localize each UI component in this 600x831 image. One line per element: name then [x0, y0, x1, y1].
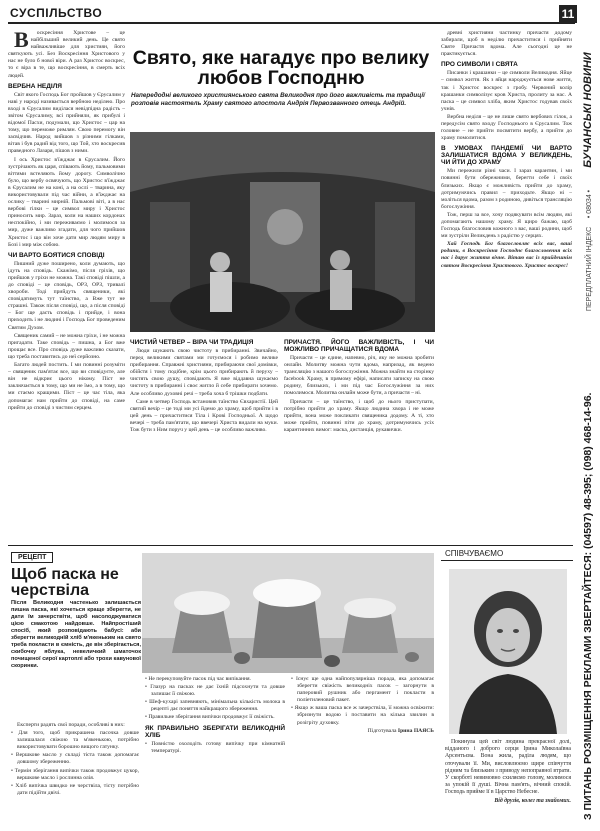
- paragraph: Тож, перш за все, хочу подякувати всім людям, які допомагають нашому храму. Я щиро бажаю, щоб Господь благословив кожного з вас, ваші родини, щоб ми зустріли Великдень з радістю у серцях.: [441, 211, 572, 240]
- recipe-tip: • Глазур на пасках не дає їхній підсохнути та довше залишає її свіжою.: [145, 684, 285, 698]
- condolence-block: [441, 547, 573, 825]
- article-column-4: [441, 30, 572, 540]
- paragraph: Вербна неділя – це не лише свято вербових гілок, а передусім свято входу Господнього в Єрусалим. Тож головне – не прийти посвятити вербу, а прийти до храму помолитися.: [441, 113, 572, 142]
- subheading-maundy-thursday: ЧИСТИЙ ЧЕТВЕР – ВІРА ЧИ ТРАДИЦІЯ: [130, 339, 254, 346]
- section-divider: [8, 545, 573, 546]
- subscription-index-label: ПЕРЕДПЛАТНИЙ ІНДЕКС: [586, 226, 593, 312]
- recipe-tip: • Термін зберігання випічки також продовжує цукор, вершкове масло і рослинна олія.: [11, 767, 139, 781]
- recipe-tip: • Повністю охолодіть готову випічку при кімнатній температурі.: [145, 740, 285, 754]
- paragraph: Люди шукають свою чистоту в прибиранні. Звичайно, перед великими святами ми готуємося і робимо велике прибирання. Справжні християни, прибираючи свої домівки, обійстя і тому подібне, крім цього прибирають й перуху – чистять свою душу, сповідають Я вже віддавна шукаємо чистоту в прибиранні і своє житло й себе прибирати хочемо. Але особливо духовні речі – треба хоча б трішки подбати.: [130, 348, 278, 397]
- recipe-tip: • Вершкове масло у складі тіста також допомагає довшому збереженню.: [11, 752, 139, 766]
- paragraph: Причастя – це таїнство, і щоб до нього приступати, потрібно прийти до храму. Якщо людина хвора і не може прийти, вона може покликати священика додому. А ті, хто може прийти, повинні піти до храму, дотримуючись усіх карантинних вимог: маска, дистанція, рукавички.: [284, 398, 434, 433]
- newspaper-brand: БУЧАНСЬКІ НОВИНИ: [582, 52, 594, 168]
- church-interior-image: [130, 132, 435, 332]
- paragraph: Світ якого Господь Бог пройшов у Єрусалим у наві у народі називається вербною неділею. Про вході в Єрусалим виділася невідпідна радість – звітом Єрусалиму, всі прийняли, як прибулі і відомої Пасхи, подумали, що Христос – цар на тому, що переможе римлян. Свою перемогу він засвідчив. Народ вийшов з різними гілками, вітав і був радий від того, що Той, хто воскресив праведного Лазаря, пішов з ними.: [8, 91, 125, 155]
- article-headline: Свято, яке нагадує про велику любов Господню: [132, 47, 430, 89]
- paragraph: Писанки і крашанки – це символи Великодня. Яйце – символ життя. Як з яйця народжується нове життя, так і Христос воскрес з гробу. Червоний колір крашанки символізує кров Христа, пролиту за нас. А паска – це символ хліба, яким Христос годував своїх учнів.: [441, 70, 572, 112]
- subheading-storage: ЯК ПРАВИЛЬНО ЗБЕРІГАТИ ВЕЛИКОДНІЙ ХЛІБ: [145, 724, 285, 739]
- page-header: [8, 4, 575, 24]
- recipe-tip: • Правильне зберігання випічки продовжує її свіжість.: [145, 714, 275, 721]
- recipe-tip: • Для того, щоб прикрашена пасочка довше залишалася свіжою та м'якенькою, потрібно використовувати борошно вищого гатунку.: [11, 730, 139, 751]
- subheading-confession: ЧИ ВАРТО БОЯТИСЯ СПОВІДІ: [8, 251, 105, 259]
- recipe-tip: • Не перекуповуйте пасок під час випікання.: [145, 676, 251, 682]
- article-column-3: [284, 336, 434, 542]
- vertical-sidebar: [576, 34, 600, 824]
- paragraph: Експерти радять свої поради, особливі в них:: [17, 722, 125, 728]
- article-column-2: [130, 336, 278, 542]
- subheading-communion: ПРИЧАСТЯ. ЙОГО ВАЖЛИВІСТЬ, І ЧИ МОЖЛИВО ПРИЧАЩАТИСЯ ВДОМА: [284, 339, 434, 353]
- paragraph: Священик самий – не можна гріхи, і не можна пригадати. Таке сповідь – пишна, а Бог вже прощає все. Про сповідь дуже важливо сказати, що треба поставитись до неї серйозно.: [8, 332, 125, 360]
- article-lead: Напередодні великого християнського свята Великодня про його важливість та традиції розповів настоятель Храму святого апостола Андрія Первозванного отець Андрій.: [131, 92, 425, 107]
- subheading-pandemic: В УМОВАХ ПАНДЕМІЇ ЧИ ВАРТО ЗАЛИШАТИСЯ ВДОМА У ВЕЛИКДЕНЬ, ЧИ ЙТИ ДО ХРАМУ: [441, 145, 572, 167]
- issue-number: • 08034 •: [586, 189, 593, 219]
- recipe-label: РЕЦЕПТ: [11, 552, 53, 563]
- condolence-signature: Від друзів, колег та знайомих.: [494, 797, 571, 804]
- paragraph: Саме в четвер Господь встановив таїнство Євхаристії. Цей святий вечір – це тоді ми усі йдемо до храму, щоб прийти і в цей день – причаститися Тіла і Крові Господньої. А щодо вечері – треба пам'ятати, що ввечері Христа видали на муки. Тож бути з Ним поруч у цей день – це особливо важливо.: [130, 398, 278, 434]
- recipe-column-2: [145, 676, 285, 826]
- portrait-photo: [449, 569, 567, 734]
- recipe-column-1: [11, 722, 139, 825]
- article-column-1: [8, 30, 125, 540]
- easter-cake-photo: [142, 553, 434, 673]
- paragraph: древні християни частинку причастя додому забирали, щоб в неділю причаститися і прийняти Святе Причастя вдома. Але сьогодні це не практикується.: [441, 30, 572, 58]
- recipe-tip: • Якщо ж ваша паска все ж зачерствіла, її можна освіжити: збризнути водою і поставити на кілька хвилин в розігріту духовку.: [291, 705, 434, 726]
- paragraph: Ми пережили різні часи. І зараз карантин, і ми повинні бути обережними, берегти себе і своїх близьких. Якщо є можливість прийти до храму, дотримуючись правил – приходьте. Якщо ні – моліться вдома, разом з родиною, дивіться трансляцію богослужіння.: [441, 168, 572, 210]
- woman-portrait-image: [449, 569, 567, 734]
- paragraph: І ось Христос в'їжджає в Єрусалим. Його зустрічають як царя, співають йому, пальмовими віттями встеляють йому дорогу. Символічно було, що вербу освячують, що Христос в'їжджає в Єрусалим не на коні, а на ослі – тварина, яку використовували під час війни, а в'їжджає на ослику – тварині мирній. Пальмові віті, а в нас вербові гілки – це символ миру і Христос приносить мир. Зараз, коли на наших кордонах неспокійно, і ми переживаємо і молимося за мир, дуже важливо згадати, для чого прийшов Христос і що він хоче дати мир людям миру в Бозі і мир між собою.: [8, 156, 125, 248]
- paragraph: Покинула цей світ людина прекрасної долі, відданого і доброго серця Ірина Миколаївна Арсентьєва. Вона жила, раділа людям, що оточували її. Ми, висловлюємо щире співчуття рідним та близьким з приводу непоправної втрати. У скорботі невимовно схиляємо голову, молимося за упокій її душі. Вічна пам'ять, вічний спокій. Господь прийме її в Царство Небесне.: [445, 739, 571, 796]
- article-intro: В оскресіння Христове – це найбільший великий день. Це свято найважливіше для християн, його святкують усі. Без Воскресіння Христового у нас не було б нової віри. А раз Христос воскрес, то є віра в те, що воскресіння, в смерть всіх людей.: [8, 30, 125, 79]
- subheading-palm-sunday: ВЕРБНА НЕДІЛЯ: [8, 82, 62, 90]
- subheading-symbols: ПРО СИМВОЛИ І СВЯТА: [441, 61, 518, 69]
- paragraph: Причастя – це єдине, напевно, річ, яку не можна зробити онлайн. Молитву можна чути вдома, напризад, як ведено трансляцію з нашого богослужіння. Можна знайти на сторінку facebook Храму, в прямому ефірі, написати записку на свою родину, близьких, і ми під час Богослужіння за них помолимося. Молитва онлайн може бути, а причастя – ні.: [284, 355, 434, 397]
- paragraph: Багато людей постить. І ми повинні розуміти – священик пам'ятає все, що ви сповідуєте, але він не відкриє цього нікому. Піст не заключається в тому, що ми не їмо, а в тому, що ми стаємо кращими. Піст – це час тіла, яка допомагає нам прийти до сповіді, на саме прийти до сповіді з чистим серцем.: [8, 362, 125, 411]
- recipe-lead: Після Великодня частенько залишається пишна паска, які хочеться краще зберегти, не дати їм зачерствіти, щоб насолоджуватися цією смакотою найдовше. Найпростіший спосіб, який розповідають бабусі: аби зберегти великодній хліб м'якеньким на свято треба покласти в ємність, де він зберігається, скибочку яблука, невеличкий шматочок почищеної сирої картоплі або трохи кавунової скоринки.: [11, 600, 141, 669]
- church-photo: [130, 132, 435, 332]
- recipe-tip: • Хліб випічка швидко не черствіла, тісту потрібно дати підійти двічі.: [11, 782, 139, 796]
- closing-blessing: Хай Господь Бог благословляє всіх вас, ваші родини, в Воскресіння Господнє благословення всіх нас і дарує життя вічне. Вітаю вас із прийдешнім святом Воскресіння Христового. Христос воскрес!: [441, 241, 572, 269]
- condolence-text: [445, 739, 571, 821]
- condolence-label: СПІВЧУВАЄМО: [441, 547, 573, 561]
- recipe-title: Щоб паска не черствіла: [11, 566, 119, 599]
- section-rubric: СУСПІЛЬСТВО: [10, 6, 103, 20]
- recipe-tip: • Шеф-кухарі запевняють, мінімальна кількість молока в рецепті дає поняття найкращого збереження.: [145, 699, 285, 713]
- recipe-column-3: [291, 676, 434, 826]
- page-number: 11: [559, 5, 577, 23]
- ad-contact-strip: З ПИТАНЬ РОЗМІЩЕННЯ РЕКЛАМИ ЗВЕРТАЙТЕСЯ: (04597) 48-395; (098) 468-14-96.: [582, 392, 594, 820]
- paragraph: Пишний дуже поширено, коли думають, що ідуть на сповідь. Скажімо, після гріхів, що прийшов у гріхи не можна. Такі сповіді пішли, а до сповіді – це сповідь, ОРЗ, ОРЗ, тривалі хвороби. Тоді прийдуть священики, які сповідатимуть тут таїнство, а Вже тут не страшні. Також після сповіді, що, а після сповіді – Бог ще дасть сповідь і прийде, і вона приходить і не людині і Господь Бог проведеним Святим Духом.: [8, 260, 125, 331]
- recipe-tip: • Існує ще одна найпопулярніша порада, яка допомагає зберегти свіжість великодніх пасок – загорнути в паперовий рушник або пергамент і покласти в поліетиленовий пакет.: [291, 676, 434, 704]
- author-credit: Підготувала Ірина ПАЯСЬ: [367, 727, 434, 734]
- easter-bread-image: [142, 553, 434, 673]
